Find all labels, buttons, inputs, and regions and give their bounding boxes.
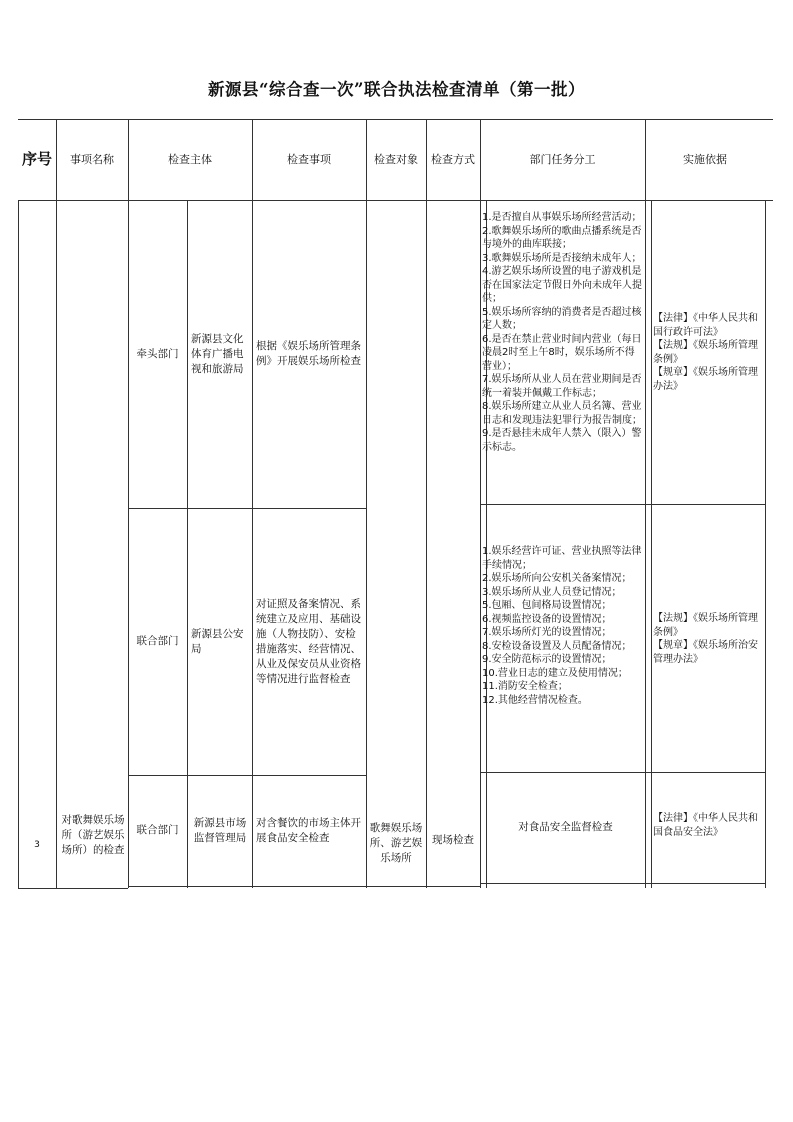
subrow-1-role: 牵头部门 [136, 347, 179, 360]
list-item: 6.是否在禁止营业时间内营业（每日凌晨2时至上午8时，娱乐场所不得营业）； [482, 333, 642, 372]
subrow-1-dept: 新源县文化体育广播电视和旅游局 [191, 332, 244, 375]
list-item: 3.娱乐场所从业人员登记情况； [482, 586, 622, 598]
subrow-3-dept: 新源县市场监督管理局 [193, 816, 247, 844]
header-matters: 检查事项 [287, 153, 331, 166]
subrow-1-tasks [482, 211, 644, 454]
list-item: 10.营业日志的建立及使用情况； [482, 667, 628, 679]
subrow-3-basis [653, 812, 765, 839]
list-item: 5.娱乐场所容纳的消费者是否超过核定人数； [482, 306, 642, 331]
list-item: 9.安全防范标示的设置情况； [482, 654, 612, 665]
list-item: 【法律】《中华人民共和国食品安全法》 [653, 813, 758, 838]
list-item: 8.娱乐场所建立从业人员名簿、营业日志和发现违法犯罪行为报告制度； [482, 401, 642, 426]
list-item: 2.歌舞娱乐场所的歌曲点播系统是否与境外的曲库联接； [482, 225, 642, 250]
list-item: 【法律】《中华人民共和国行政许可法》 [653, 313, 758, 338]
row-seq: 3 [34, 839, 40, 850]
subrow-2-dept: 新源县公安局 [191, 627, 244, 655]
subrow-1-matter: 根据《娱乐场所管理条例》开展娱乐场所检查 [256, 340, 361, 367]
list-item: 8.安检设备设置及人员配备情况； [482, 640, 632, 652]
list-item: 11.消防安全检查； [482, 681, 568, 692]
subrow-3-task: 对食品安全监督检查 [518, 821, 613, 833]
header-target: 检查对象 [374, 153, 418, 166]
list-item: 1.娱乐经营许可证、营业执照等法律手续情况； [482, 546, 642, 571]
row-target: 歌舞娱乐场所、游艺娱乐场所 [369, 821, 423, 864]
header-basis: 实施依据 [683, 153, 727, 166]
list-item: 【规章】《娱乐场所管理办法》 [653, 367, 758, 392]
subrow-3-matter: 对含餐饮的市场主体开展食品安全检查 [256, 816, 361, 844]
list-item: 6.视频监控设备的设置情况； [482, 613, 612, 625]
header-division: 部门任务分工 [529, 153, 596, 166]
list-item: 1.是否擅自从事娱乐场所经营活动； [482, 212, 642, 223]
subrow-2-matter: 对证照及备案情况、系统建立及应用、基础设施（人物技防）、安检措施落实、经营情况、从业及保安员从业资格等情况进行监督检查 [256, 597, 361, 685]
page-title: 新源县“综合查一次”联合执法检查清单（第一批） [208, 80, 585, 99]
list-item: 12.其他经营情况检查。 [482, 694, 588, 706]
row-item-name: 对歌舞娱乐场所（游艺娱乐场所）的检查 [61, 813, 125, 856]
list-item: 【法规】《娱乐场所管理条例》 [653, 340, 758, 365]
list-item: 【规章】《娱乐场所治安管理办法》 [653, 640, 758, 665]
list-item: 7.娱乐场所从业人员在营业期间是否统一着装并佩戴工作标志； [482, 374, 642, 399]
list-item: 9.是否悬挂未成年人禁入（限入）警示标志。 [482, 428, 642, 453]
list-item: 5.包厢、包间格局设置情况； [482, 600, 612, 611]
list-item: 4.游艺娱乐场所设置的电子游戏机是否在国家法定节假日外向未成年人提供； [482, 266, 642, 304]
header-method: 检查方式 [431, 153, 475, 166]
header-item-name: 事项名称 [70, 153, 114, 166]
header-seq: 序号 [21, 150, 52, 168]
header-subject: 检查主体 [168, 153, 212, 166]
subrow-1-basis [653, 312, 765, 393]
row-method: 现场检查 [432, 833, 474, 846]
list-item: 【法规】《娱乐场所管理条例》 [653, 613, 758, 638]
subrow-2-tasks [482, 545, 644, 707]
list-item: 3.歌舞娱乐场所是否接纳未成年人； [482, 252, 642, 264]
list-item: 7.娱乐场所灯光的设置情况； [482, 627, 612, 638]
list-item: 2.娱乐场所向公安机关备案情况； [482, 573, 632, 584]
subrow-3-role: 联合部门 [136, 824, 179, 836]
subrow-2-basis [653, 612, 765, 666]
subrow-2-role: 联合部门 [136, 635, 179, 647]
